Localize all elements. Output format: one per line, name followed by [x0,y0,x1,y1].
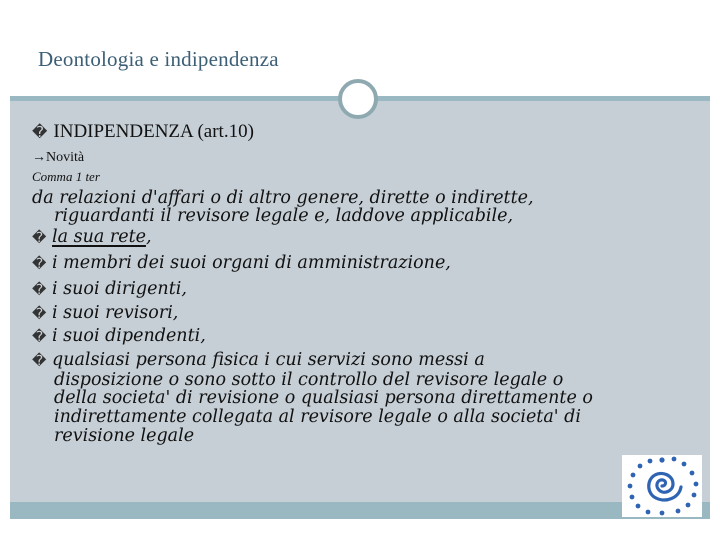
bullet-icon: � [32,306,47,322]
novita-item: →Novità [32,150,85,165]
footer-strip [10,519,710,530]
list-item-text: qualsiasi persona fisica i cui servizi sono messi a [52,350,485,370]
comma-label: Comma 1 ter [32,169,100,184]
list-item [32,229,152,248]
list-item-text: i membri dei suoi organi di amministrazione, [52,253,451,273]
intro-line-1: da relazioni d'affari o di altro genere, dirette o indirette, [32,188,534,208]
footer-bar [10,502,710,519]
continuation-line: disposizione o sono sotto il controllo del revisore legale o [54,370,564,390]
list-item-text: i suoi dirigenti, [52,279,187,299]
heading-text: INDIPENDENZA (art.10) [53,121,254,142]
list-item [32,328,206,347]
list-item-suffix: , [145,227,152,247]
bullet-icon: � [32,329,47,345]
divider-circle-icon [338,79,378,119]
intro-line-2: riguardanti il revisore legale e, laddove applicabile, [54,206,514,226]
continuation-line: revisione legale [54,426,195,446]
bullet-icon: � [32,282,47,298]
list-item-text: i suoi dipendenti, [52,326,206,346]
bullet-icon: � [32,123,48,141]
slide-title: Deontologia e indipendenza [38,47,279,71]
bullet-icon: � [32,353,47,369]
list-item [32,255,451,274]
bullet-icon: � [32,230,47,246]
list-item [32,352,485,371]
continuation-line: della societa' di revisione o qualsiasi persona direttamente o [54,388,593,408]
heading [32,121,254,143]
list-item [32,281,187,300]
list-item-text: la sua rete [52,227,146,247]
list-item-text: i suoi revisori, [52,303,179,323]
continuation-line: indirettamente collegata al revisore legale o alla societa' di [54,407,581,427]
list-item [32,305,178,324]
bullet-icon: � [32,256,47,272]
spiral-dots-logo-icon [622,455,702,517]
